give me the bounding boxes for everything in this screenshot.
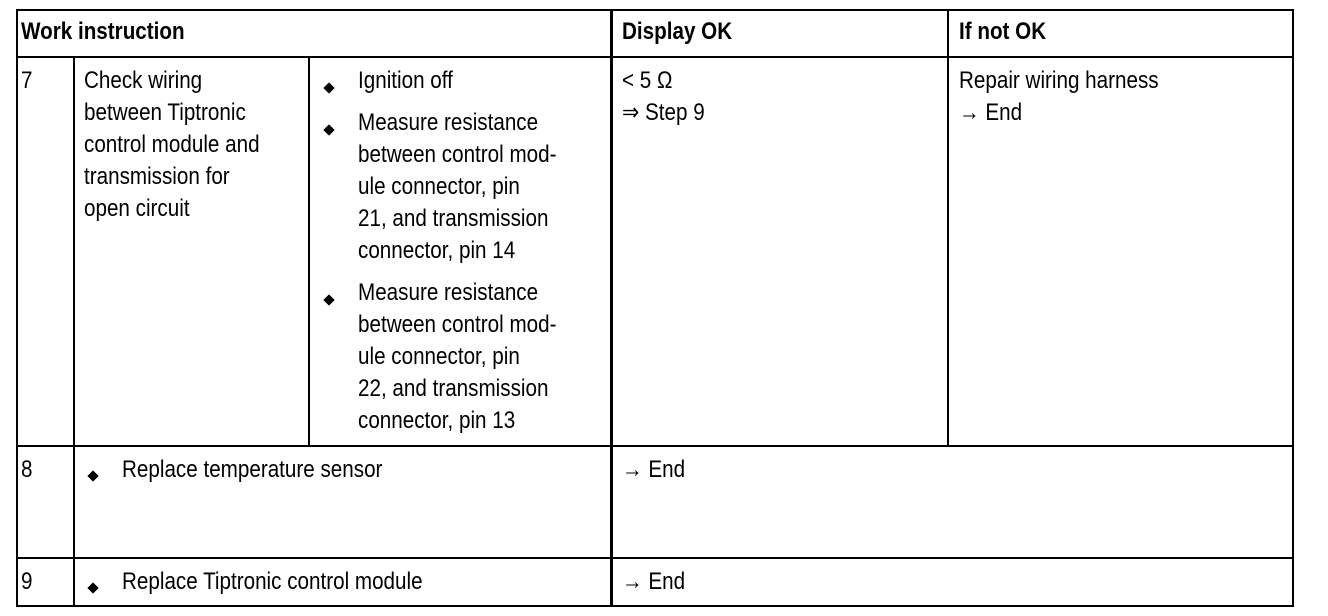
description-line: open circuit	[84, 195, 190, 222]
bullet-line: Measure resistance	[358, 279, 539, 306]
display-ok-next-step: ⇒ Step 9	[622, 99, 705, 126]
bullet-diamond-icon	[87, 582, 98, 593]
bullet-line: Measure resistance	[358, 109, 539, 136]
bullet-diamond-icon	[323, 124, 334, 135]
bullet-line: between control mod-	[358, 311, 557, 338]
bullet-line: connector, pin 14	[358, 237, 516, 264]
work-instruction-table	[16, 9, 1294, 607]
bullet-line: connector, pin 13	[358, 407, 516, 434]
header-if-not-ok: If not OK	[959, 18, 1047, 45]
column-divider-bullets	[308, 56, 310, 447]
table-border-bottom	[16, 605, 1294, 607]
bullet-line: 22, and transmission	[358, 375, 549, 402]
if-not-ok-action: Repair wiring harness	[959, 67, 1159, 94]
bullet-line: ule connector, pin	[358, 173, 520, 200]
bullet-line: 21, and transmission	[358, 205, 549, 232]
description-line: Check wiring	[84, 67, 203, 94]
header-divider	[16, 56, 1294, 58]
column-divider-step	[73, 56, 75, 607]
step-number-9: 9	[21, 568, 33, 595]
row-divider-8-9	[16, 557, 1294, 559]
description-line: control module and	[84, 131, 260, 158]
bullet-diamond-icon	[87, 470, 98, 481]
bullet-line: between control mod-	[358, 141, 557, 168]
display-ok-value: < 5 Ω	[622, 67, 673, 94]
bullet-diamond-icon	[323, 82, 334, 93]
bullet-line: Ignition off	[358, 67, 453, 94]
description-line: between Tiptronic	[84, 99, 246, 126]
bullet-line: ule connector, pin	[358, 343, 520, 370]
row-divider-7-8	[16, 445, 1294, 447]
header-work-instruction: Work instruction	[21, 18, 185, 45]
step-number-7: 7	[21, 67, 33, 94]
step-9-instruction: Replace Tiptronic control module	[122, 568, 423, 595]
step-8-instruction: Replace temperature sensor	[122, 456, 383, 483]
header-display-ok: Display OK	[622, 18, 733, 45]
table-border-left	[16, 9, 18, 607]
step-9-result: → End	[622, 568, 686, 595]
column-divider-display-ok	[610, 9, 613, 607]
table-border-right	[1292, 9, 1294, 607]
bullet-diamond-icon	[323, 294, 334, 305]
column-divider-if-not-ok	[947, 9, 949, 447]
description-line: transmission for	[84, 163, 230, 190]
table-border-top	[16, 9, 1294, 11]
if-not-ok-result: → End	[959, 99, 1023, 126]
step-8-result: → End	[622, 456, 686, 483]
step-number-8: 8	[21, 456, 33, 483]
